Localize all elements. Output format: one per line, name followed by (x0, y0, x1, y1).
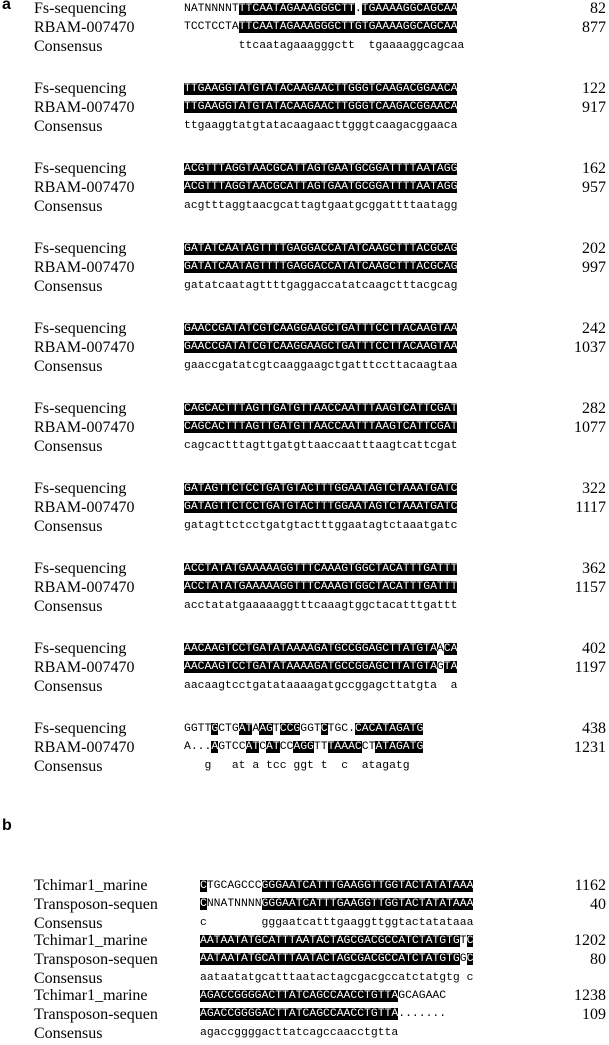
subject-sequence (200, 897, 473, 912)
conserved-segment: TGAAAAGGCAGCAA (361, 21, 458, 33)
subject-sequence (200, 1007, 446, 1022)
query-position: 202 (582, 240, 606, 257)
subject-sequence (184, 740, 423, 755)
conserved-segment: CA (443, 643, 458, 655)
row-label-subject: RBAM-007470 (34, 739, 135, 756)
variable-segment: A (252, 723, 260, 735)
conserved-segment: TTCAATAGAAAGGGCTTG (238, 21, 362, 33)
variable-segment: GCAGAAC (398, 990, 447, 1002)
variable-segment: TT (313, 741, 328, 753)
conserved-segment: ATAGATG (375, 741, 424, 753)
consensus-sequence: acctatatgaaaaaggtttcaaagtggctacatttgattt (184, 600, 458, 612)
row-label-query: Fs-sequencing (34, 560, 127, 577)
conserved-segment: GATATCAATAGTTTTGAGGACCATATCAAGCTTTACGCAG (184, 243, 458, 255)
query-sequence (184, 162, 457, 177)
consensus-sequence: gatagttctcctgatgtactttggaatagtctaaatgatc (184, 520, 458, 532)
consensus-sequence: c gggaatcatttgaaggttggtactatataaa (200, 917, 474, 929)
variable-segment: NATNNNNT (184, 3, 239, 15)
consensus-sequence: ttgaaggtatgtatacaagaacttgggtcaagacggaaca (184, 120, 458, 132)
subject-sequence (184, 260, 457, 275)
query-sequence (184, 402, 457, 417)
subject-sequence (184, 340, 457, 355)
row-label-query: Fs-sequencing (34, 80, 127, 97)
conserved-segment: C (466, 953, 474, 965)
conserved-segment: C (466, 935, 474, 947)
alignment-block (0, 877, 609, 935)
row-label-consensus: Consensus (34, 970, 103, 987)
row-label-subject: RBAM-007470 (34, 579, 135, 596)
variable-segment: TCCTCCTA (184, 21, 239, 33)
subject-position: 997 (582, 259, 606, 276)
query-position: 402 (582, 640, 606, 657)
subject-position: 877 (582, 19, 606, 36)
conserved-segment: GATAGTTCTCCTGATGTACTTTGGAATAGTCTAAATGATC (184, 483, 458, 495)
subject-position: 80 (590, 951, 606, 968)
row-label-consensus: Consensus (34, 198, 103, 215)
variable-segment: NNATNNNN (206, 898, 262, 910)
row-label-query: Fs-sequencing (34, 640, 127, 657)
variable-segment: G (459, 953, 467, 965)
query-sequence (200, 934, 473, 949)
variable-segment: CT (361, 741, 376, 753)
conserved-segment: GAACCGATATCGTCAAGGAAGCTGATTTCCTTACAAGTAA (184, 323, 458, 335)
query-position: 1162 (574, 877, 606, 894)
row-label-consensus: Consensus (34, 438, 103, 455)
row-label-consensus: Consensus (34, 678, 103, 695)
conserved-segment: AT (238, 723, 253, 735)
alignment-block (0, 560, 609, 618)
query-sequence (184, 242, 457, 257)
alignment-block (0, 480, 609, 538)
conserved-segment: ACCTATATGAAAAAGGTTTCAAAGTGGCTACATTTGATTT (184, 563, 458, 575)
conserved-segment: AACAAGTCCTGATATAAAAGATGCCGGAGCTTATGTA (184, 661, 437, 673)
row-label-consensus: Consensus (34, 598, 103, 615)
row-label-subject: RBAM-007470 (34, 99, 135, 116)
conserved-segment: GATATCAATAGTTTTGAGGACCATATCAAGCTTTACGCAG (184, 261, 458, 273)
query-position: 242 (582, 320, 606, 337)
row-label-query: Tchimar1_marine (34, 877, 148, 894)
row-label-query: Fs-sequencing (34, 320, 127, 337)
conserved-segment: AGACCGGGGACTTATCAGCCAACCTGTTA (200, 1008, 399, 1020)
variable-segment: G (436, 661, 444, 673)
subject-sequence (200, 952, 473, 967)
row-label-consensus: Consensus (34, 38, 103, 55)
conserved-segment: A (211, 741, 219, 753)
alignment-block (0, 987, 609, 1045)
subject-position: 1231 (574, 739, 606, 756)
conserved-segment: TA (443, 661, 458, 673)
variable-segment: ....... (398, 1008, 447, 1020)
row-label-subject: RBAM-007470 (34, 659, 135, 676)
conserved-segment: AATAATATGCATTTAATACTAGCGACGCCATCTATGTG (200, 935, 460, 947)
variable-segment: C (259, 741, 267, 753)
row-label-subject: RBAM-007470 (34, 259, 135, 276)
alignment-block (0, 240, 609, 298)
variable-segment: . (354, 3, 362, 15)
subject-sequence (184, 180, 457, 195)
conserved-segment: GGGAATCATTTGAAGGTTGGTACTATATAAA (261, 898, 474, 910)
row-label-query: Tchimar1_marine (34, 987, 148, 1004)
query-sequence (184, 722, 423, 737)
row-label-subject: Transposon-sequen (34, 896, 158, 913)
subject-sequence (184, 420, 457, 435)
consensus-sequence: agaccggggacttatcagccaacctgtta (200, 1027, 399, 1039)
row-label-subject: RBAM-007470 (34, 499, 135, 516)
consensus-sequence: gatatcaatagttttgaggaccatatcaagctttacgcag (184, 280, 458, 292)
subject-position: 1197 (574, 659, 606, 676)
conserved-segment: TTGAAGGTATGTATACAAGAACTTGGGTCAAGACGGAACA (184, 83, 458, 95)
conserved-segment: TTCAATAGAAAGGGCTT (238, 3, 355, 15)
query-position: 82 (590, 0, 606, 17)
row-label-query: Tchimar1_marine (34, 932, 148, 949)
conserved-segment: CAC (354, 723, 376, 735)
query-sequence (200, 879, 473, 894)
subject-sequence (184, 580, 457, 595)
consensus-sequence: ttcaatagaaagggctt tgaaaaggcagcaa (184, 40, 465, 52)
subject-position: 917 (582, 99, 606, 116)
query-sequence (184, 562, 457, 577)
variable-segment: A (436, 643, 444, 655)
row-label-query: Fs-sequencing (34, 160, 127, 177)
variable-segment: GGTT (184, 723, 212, 735)
query-sequence (200, 989, 446, 1004)
query-sequence (184, 82, 457, 97)
variable-segment: CC (279, 741, 294, 753)
conserved-segment: TGAAAAGGCAGCAA (361, 3, 458, 15)
conserved-segment: GAACCGATATCGTCAAGGAAGCTGATTTCCTTACAAGTAA (184, 341, 458, 353)
conserved-segment: C (320, 723, 328, 735)
variable-segment: A... (184, 741, 212, 753)
row-label-subject: RBAM-007470 (34, 419, 135, 436)
row-label-query: Fs-sequencing (34, 240, 127, 257)
conserved-segment: AGG (293, 741, 314, 753)
row-label-subject: RBAM-007470 (34, 179, 135, 196)
subject-position: 1077 (574, 419, 606, 436)
variable-segment: TGCAGCCC (206, 880, 262, 892)
conserved-segment: AT (266, 741, 280, 753)
row-label-consensus: Consensus (34, 278, 103, 295)
variable-segment: . (348, 723, 355, 735)
conserved-segment: AATAATATGCATTTAATACTAGCGACGCCATCTATGTG (200, 953, 460, 965)
row-label-subject: Transposon-sequen (34, 951, 158, 968)
conserved-segment: ACGTTTAGGTAACGCATTAGTGAATGCGGATTTTAATAGG (184, 181, 458, 193)
alignment-block (0, 932, 609, 990)
row-label-consensus: Consensus (34, 118, 103, 135)
query-position: 282 (582, 400, 606, 417)
consensus-sequence: g at a tcc ggt t c atagatg (184, 760, 410, 772)
subject-position: 1037 (574, 339, 606, 356)
subject-position: 1157 (574, 579, 606, 596)
query-sequence (184, 322, 457, 337)
conserved-segment: TAAAC (327, 741, 362, 753)
row-label-consensus: Consensus (34, 518, 103, 535)
row-label-query: Fs-sequencing (34, 720, 127, 737)
row-label-query: Fs-sequencing (34, 400, 127, 417)
row-label-consensus: Consensus (34, 1025, 103, 1042)
conserved-segment: CCG (279, 723, 301, 735)
query-position: 438 (582, 720, 606, 737)
conserved-segment: AG (259, 723, 273, 735)
row-label-consensus: Consensus (34, 358, 103, 375)
conserved-segment: AACAAGTCCTGATATAAAAGATGCCGGAGCTTATGTA (184, 643, 437, 655)
conserved-segment: C (200, 898, 207, 910)
row-label-query: Fs-sequencing (34, 480, 127, 497)
row-label-query: Fs-sequencing (34, 0, 127, 17)
consensus-sequence: aataatatgcatttaatactagcgacgccatctatgtg c (200, 972, 474, 984)
panel-b-label: b (2, 817, 12, 834)
query-sequence (184, 2, 457, 17)
query-position: 362 (582, 560, 606, 577)
conserved-segment: AGACCGGGGACTTATCAGCCAACCTGTTA (200, 990, 399, 1002)
consensus-sequence: gaaccgatatcgtcaaggaagctgatttccttacaagtaa (184, 360, 458, 372)
conserved-segment: CAGCACTTTAGTTGATGTTAACCAATTTAAGTCATTCGAT (184, 421, 458, 433)
conserved-segment: GGGAATCATTTGAAGGTTGGTACTATATAAA (261, 880, 474, 892)
row-label-consensus: Consensus (34, 758, 103, 775)
conserved-segment: G (211, 723, 219, 735)
row-label-subject: RBAM-007470 (34, 19, 135, 36)
subject-position: 40 (590, 896, 606, 913)
variable-segment: GTCC (218, 741, 246, 753)
query-position: 122 (582, 80, 606, 97)
query-position: 162 (582, 160, 606, 177)
consensus-sequence: cagcactttagttgatgttaaccaatttaagtcattcgat (184, 440, 458, 452)
conserved-segment: ATAGATG (375, 723, 424, 735)
variable-segment: T (459, 935, 467, 947)
variable-segment: TGC (327, 723, 349, 735)
alignment-block (0, 720, 609, 778)
conserved-segment: ACCTATATGAAAAAGGTTTCAAAGTGGCTACATTTGATTT (184, 581, 458, 593)
alignment-block (0, 320, 609, 378)
query-position: 322 (582, 480, 606, 497)
conserved-segment: ACGTTTAGGTAACGCATTAGTGAATGCGGATTTTAATAGG (184, 163, 458, 175)
consensus-sequence: aacaagtcctgatataaaagatgccggagcttatgta a (184, 680, 458, 692)
conserved-segment: TTGAAGGTATGTATACAAGAACTTGGGTCAAGACGGAACA (184, 101, 458, 113)
alignment-block (0, 640, 609, 698)
query-position: 1202 (574, 932, 606, 949)
alignment-block (0, 160, 609, 218)
alignment-block (0, 80, 609, 138)
subject-position: 957 (582, 179, 606, 196)
conserved-segment: C (200, 880, 207, 892)
row-label-subject: RBAM-007470 (34, 339, 135, 356)
variable-segment: T (272, 723, 280, 735)
conserved-segment: AT (245, 741, 260, 753)
query-sequence (184, 642, 457, 657)
variable-segment: CTG (218, 723, 239, 735)
subject-sequence (184, 660, 457, 675)
subject-sequence (184, 20, 457, 35)
query-sequence (184, 482, 457, 497)
alignment-block (0, 0, 609, 58)
subject-position: 109 (582, 1006, 606, 1023)
query-position: 1238 (574, 987, 606, 1004)
subject-sequence (184, 500, 457, 515)
consensus-sequence: acgtttaggtaacgcattagtgaatgcggattttaatagg (184, 200, 458, 212)
row-label-subject: Transposon-sequen (34, 1006, 158, 1023)
variable-segment: GGT (300, 723, 321, 735)
panel-a-label: a (2, 0, 11, 13)
subject-position: 1117 (575, 499, 606, 516)
subject-sequence (184, 100, 457, 115)
row-label-consensus: Consensus (34, 915, 103, 932)
conserved-segment: CAGCACTTTAGTTGATGTTAACCAATTTAAGTCATTCGAT (184, 403, 458, 415)
conserved-segment: GATAGTTCTCCTGATGTACTTTGGAATAGTCTAAATGATC (184, 501, 458, 513)
alignment-block (0, 400, 609, 458)
